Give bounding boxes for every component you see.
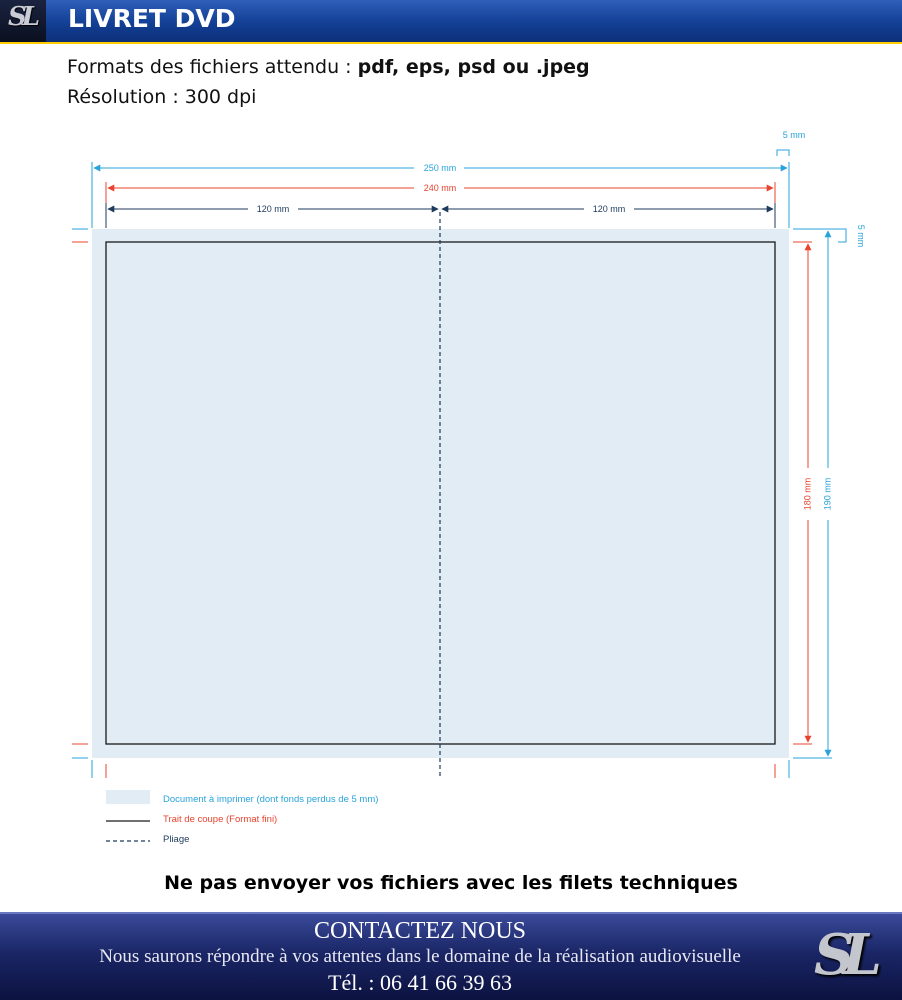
resolution-line: Résolution : 300 dpi	[67, 86, 257, 108]
dim-bleed-right-label: 5 mm	[856, 224, 866, 248]
footer-banner	[0, 912, 902, 1000]
dim-half-left-label: 120 mm	[256, 204, 290, 214]
contact-phone[interactable]: Tél. : 06 41 66 39 63	[328, 970, 512, 995]
dim-format-width-label: 240 mm	[423, 183, 457, 193]
formats-line	[67, 56, 590, 78]
header-banner	[0, 0, 902, 44]
legend-document-swatch	[106, 790, 150, 804]
logo[interactable]	[0, 0, 46, 42]
dim-total-width-label: 250 mm	[423, 163, 457, 173]
warning-text: Ne pas envoyer vos fichiers avec les filets techniques	[164, 872, 738, 894]
formats-value: pdf, eps, psd ou .jpeg	[357, 56, 590, 78]
dim-bleed-top-label: 5 mm	[782, 130, 806, 140]
legend-fold-label: Pliage	[163, 834, 190, 845]
dim-half-right-label: 120 mm	[592, 204, 626, 214]
formats-label: Formats des fichiers attendu :	[67, 56, 358, 78]
contact-subtitle: Nous saurons répondre à vos attentes dans le domaine de la réalisation audiovisuelle	[99, 946, 741, 967]
dim-format-height-label: 180 mm	[802, 477, 813, 511]
dim-total-height-label: 190 mm	[822, 477, 833, 511]
footer-logo: SL	[814, 922, 870, 988]
legend-document-label: Document à imprimer (dont fonds perdus de 5 mm)	[163, 794, 379, 805]
logo-text: SL	[8, 2, 36, 32]
dvd-booklet-diagram	[0, 120, 902, 860]
page-title: LIVRET DVD	[68, 4, 236, 33]
legend-cut-label: Trait de coupe (Format fini)	[163, 814, 278, 825]
contact-title[interactable]: CONTACTEZ NOUS	[313, 918, 527, 944]
